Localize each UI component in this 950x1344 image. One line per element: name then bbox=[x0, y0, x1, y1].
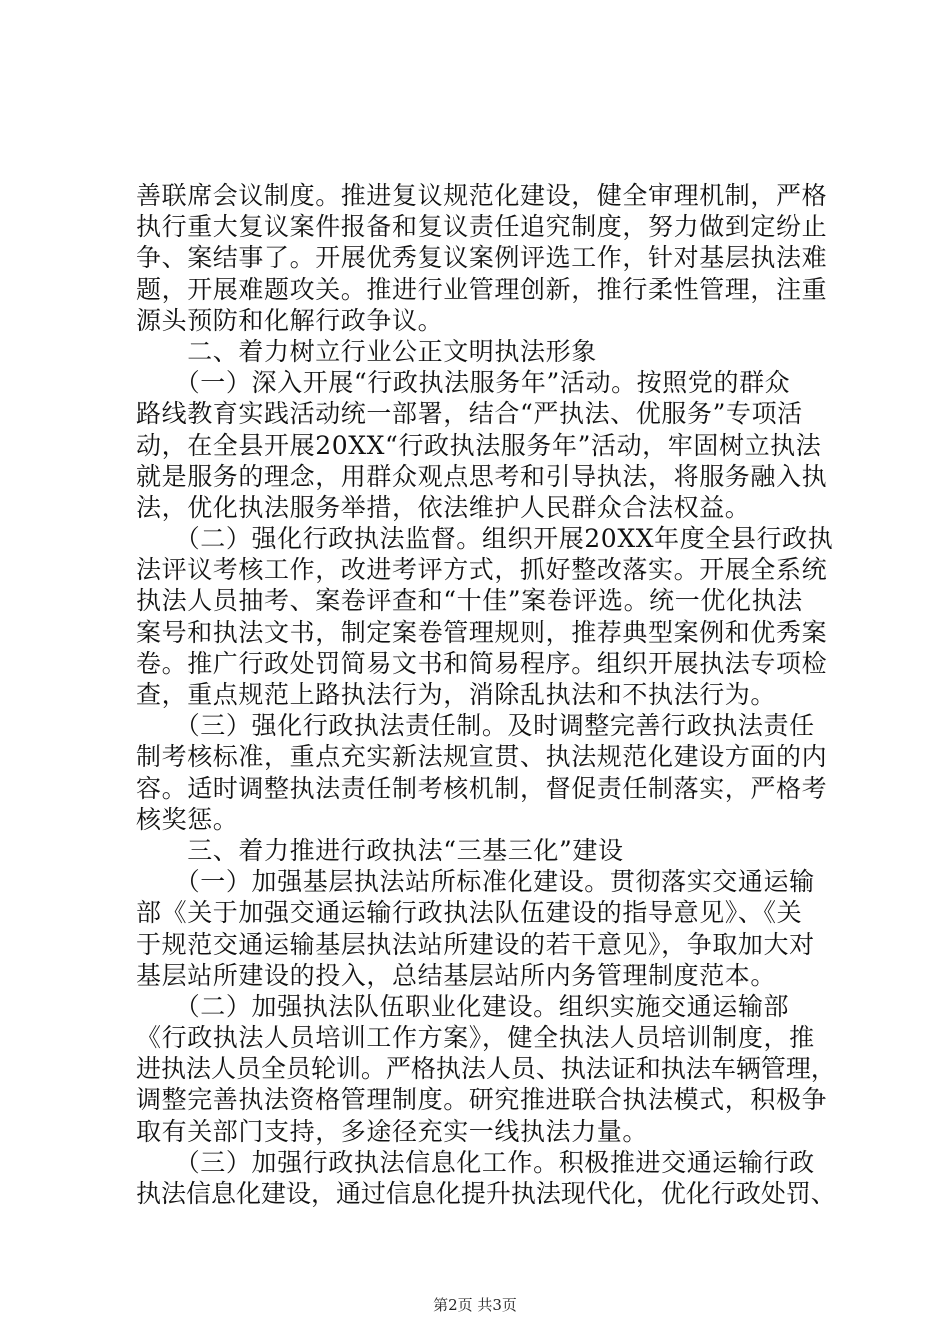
text-line: 容。适时调整执法责任制考核机制，督促责任制落实，严格考 bbox=[136, 773, 828, 803]
text-line: （三）强化行政执法责任制。及时调整完善行政执法责任 bbox=[136, 711, 815, 741]
text-line: 路线教育实践活动统一部署，结合“严执法、优服务”专项活 bbox=[136, 399, 803, 429]
text-line: 《行政执法人员培训工作方案》，健全执法人员培训制度，推 bbox=[136, 1023, 815, 1053]
text-line: 查，重点规范上路执法行为，消除乱执法和不执法行为。 bbox=[136, 680, 777, 709]
text-line: 法评议考核工作，改进考评方式，抓好整改落实。开展全系统 bbox=[136, 555, 828, 585]
text-line: 案号和执法文书，制定案卷管理规则，推荐典型案例和优秀案 bbox=[136, 617, 828, 647]
section-heading: 二、着力树立行业公正文明执法形象 bbox=[136, 336, 597, 366]
text-line: 执法信息化建设，通过信息化提升执法现代化，优化行政处罚、 bbox=[136, 1179, 836, 1208]
text-line: 制考核标准，重点充实新法规宣贯、执法规范化建设方面的内 bbox=[136, 742, 828, 772]
section-heading: 三、着力推进行政执法“三基三化”建设 bbox=[136, 835, 624, 865]
text-line: 源头预防和化解行政争议。 bbox=[136, 305, 444, 335]
document-body bbox=[136, 180, 836, 1209]
text-line: 于规范交通运输基层执法站所建设的若干意见》，争取加大对 bbox=[136, 929, 815, 959]
text-line: （二）加强执法队伍职业化建设。组织实施交通运输部 bbox=[136, 991, 790, 1021]
text-line: （一）深入开展“行政执法服务年”活动。按照党的群众 bbox=[136, 368, 791, 398]
text-line: 调整完善执法资格管理制度。研究推进联合执法模式，积极争 bbox=[136, 1085, 828, 1115]
text-line: 部《关于加强交通运输行政执法队伍建设的指导意见》、《关 bbox=[136, 898, 803, 928]
text-line: 执行重大复议案件报备和复议责任追究制度，努力做到定纷止 bbox=[136, 212, 828, 242]
text-line: （三）加强行政执法信息化工作。积极推进交通运输行政 bbox=[136, 1147, 815, 1177]
text-line: 执法人员抽考、案卷评查和“十佳”案卷评选。统一优化执法 bbox=[136, 586, 803, 616]
text-line: 核奖惩。 bbox=[136, 804, 239, 834]
text-line: 动，在全县开展20XX“行政执法服务年”活动，牢固树立执法 bbox=[136, 430, 822, 460]
text-line: （一）加强基层执法站所标准化建设。贯彻落实交通运输 bbox=[136, 867, 815, 897]
text-line: 就是服务的理念，用群众观点思考和引导执法，将服务融入执 bbox=[136, 461, 828, 491]
text-line: 基层站所建设的投入，总结基层站所内务管理制度范本。 bbox=[136, 960, 777, 990]
page-footer: 第2页 共3页 bbox=[433, 1296, 517, 1314]
text-line: （二）强化行政执法监督。组织开展20XX年度全县行政执 bbox=[136, 524, 834, 554]
text-line: 法，优化执法服务举措，依法维护人民群众合法权益。 bbox=[136, 492, 751, 522]
text-line: 进执法人员全员轮训。严格执法人员、执法证和执法车辆管理， bbox=[136, 1054, 836, 1084]
text-line: 争、案结事了。开展优秀复议案例评选工作，针对基层执法难 bbox=[136, 243, 828, 273]
text-line: 取有关部门支持，多途径充实一线执法力量。 bbox=[136, 1116, 649, 1146]
text-line: 题，开展难题攻关。推进行业管理创新，推行柔性管理，注重 bbox=[136, 274, 828, 304]
text-line: 善联席会议制度。推进复议规范化建设，健全审理机制，严格 bbox=[136, 181, 828, 210]
text-line: 卷。推广行政处罚简易文书和简易程序。组织开展执法专项检 bbox=[136, 648, 828, 678]
